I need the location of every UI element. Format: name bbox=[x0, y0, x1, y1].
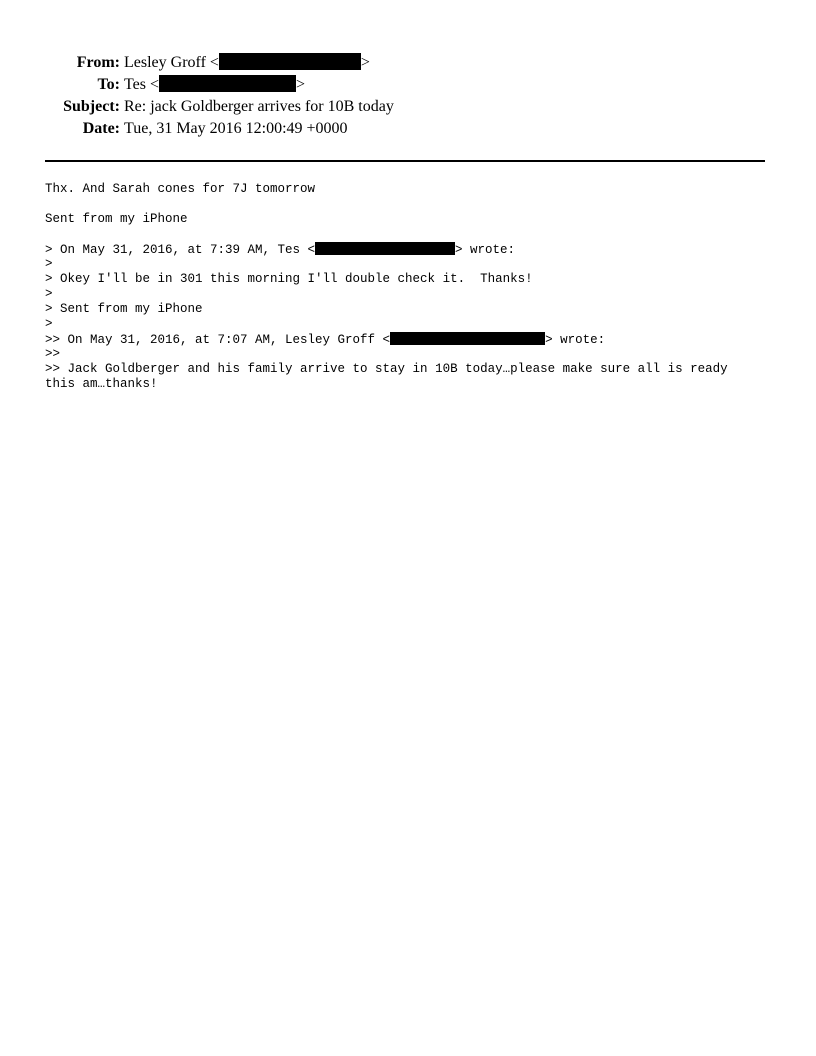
date-label: Date: bbox=[82, 120, 120, 137]
redacted-groff-email bbox=[390, 332, 545, 345]
from-close: > bbox=[360, 54, 370, 71]
email-body bbox=[45, 182, 765, 392]
redacted-tes-email bbox=[315, 242, 455, 255]
blank-line bbox=[45, 227, 765, 242]
from-name: Lesley Groff < bbox=[124, 54, 219, 71]
header-divider bbox=[45, 160, 765, 162]
quote-header-wrote: > wrote: bbox=[455, 243, 516, 257]
redacted-to-email bbox=[159, 75, 296, 92]
nested-quote-header-line bbox=[45, 332, 765, 347]
to-value bbox=[124, 74, 305, 96]
nested-quote-line: >> Jack Goldberger and his family arrive to stay in 10B today…please make sure all is ready this am…thanks! bbox=[45, 362, 728, 391]
quote-line: > Okey I'll be in 301 this morning I'll double check it. Thanks! bbox=[45, 272, 533, 286]
to-close: > bbox=[296, 76, 306, 93]
quote-header-line bbox=[45, 242, 765, 257]
body-line: Thx. And Sarah cones for 7J tomorrow bbox=[45, 182, 316, 196]
nested-quote-line: >> bbox=[45, 347, 61, 361]
to-name: Tes < bbox=[124, 76, 160, 93]
to-label: To: bbox=[97, 76, 120, 93]
quote-line: > bbox=[45, 287, 53, 301]
from-label: From: bbox=[76, 54, 120, 71]
from-value bbox=[124, 52, 370, 74]
nested-quote-header-wrote: > wrote: bbox=[545, 333, 606, 347]
blank-line bbox=[45, 197, 765, 212]
subject-value: Re: jack Goldberger arrives for 10B today bbox=[124, 98, 394, 115]
signature-line: Sent from my iPhone bbox=[45, 212, 188, 226]
quote-line: > bbox=[45, 257, 53, 271]
quote-line: > bbox=[45, 317, 53, 331]
quote-line: > Sent from my iPhone bbox=[45, 302, 203, 316]
nested-quote-header-text: >> On May 31, 2016, at 7:07 AM, Lesley Groff < bbox=[45, 333, 391, 347]
quote-header-text: > On May 31, 2016, at 7:39 AM, Tes < bbox=[45, 243, 316, 257]
subject-label: Subject: bbox=[63, 98, 120, 115]
redacted-from-email bbox=[219, 53, 361, 70]
date-value: Tue, 31 May 2016 12:00:49 +0000 bbox=[124, 120, 348, 137]
